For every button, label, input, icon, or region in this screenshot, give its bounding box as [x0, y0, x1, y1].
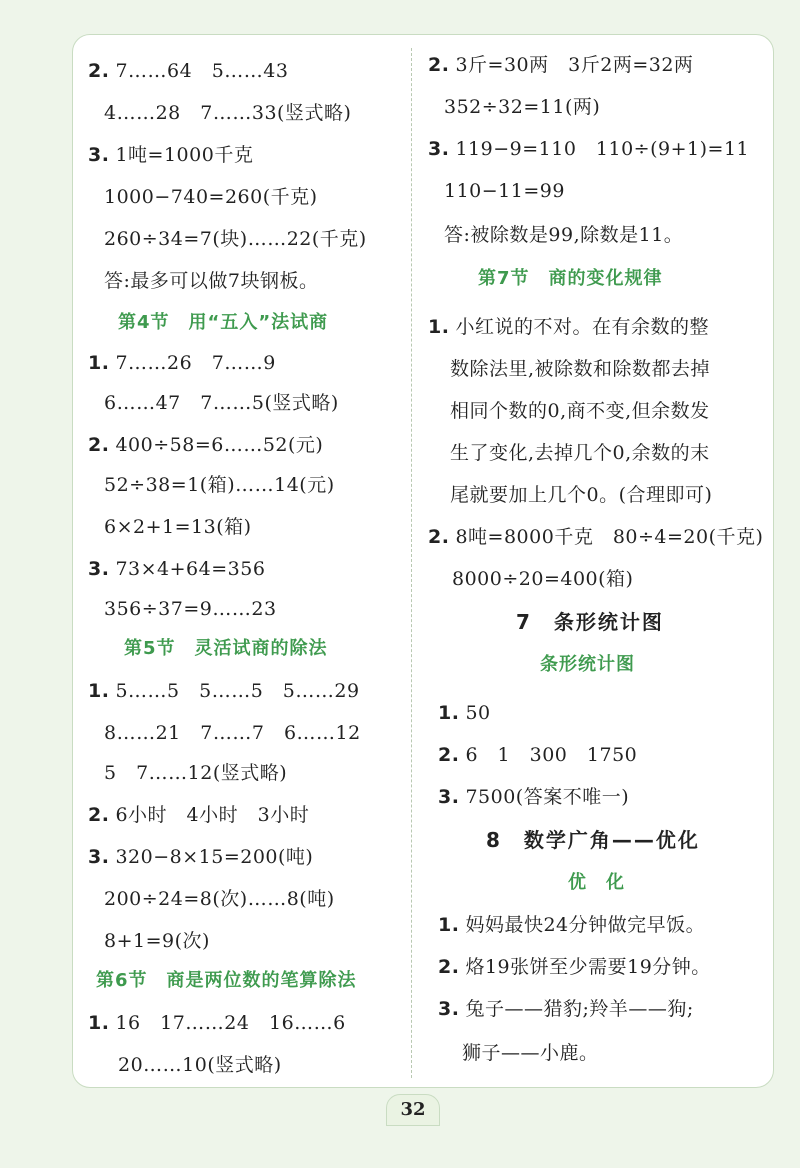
section-heading-4: 第4节 用“五入”法试商: [118, 312, 329, 333]
question-number: 3.: [88, 558, 110, 580]
answer-line: 8+1=9(次): [104, 930, 210, 952]
answer-line: 260÷34=7(块)……22(千克): [104, 228, 367, 250]
question-number: 2.: [428, 54, 450, 76]
question-number: 1.: [428, 316, 450, 338]
answer-line: 8000÷20=400(箱): [452, 568, 634, 590]
answer-text: 3斤=30两 3斤2两=32两: [455, 54, 694, 76]
answer-line: [88, 142, 253, 168]
question-number: 2.: [438, 956, 460, 978]
answer-line: 答:最多可以做7块钢板。: [104, 270, 319, 292]
answer-line: 4……28 7……33(竖式略): [104, 102, 352, 124]
answer-line: 狮子——小鹿。: [462, 1042, 599, 1064]
section-heading-5: 第5节 灵活试商的除法: [124, 638, 328, 659]
section-heading-7: 第7节 商的变化规律: [478, 268, 663, 289]
answer-line: 1000−740=260(千克): [104, 186, 318, 208]
answer-text: 7……64 5……43: [115, 60, 289, 82]
answer-line: 生了变化,去掉几个0,余数的末: [450, 442, 710, 464]
chapter-heading-7: 7 条形统计图: [516, 610, 664, 634]
answer-line: [438, 700, 491, 726]
answer-text: 6小时 4小时 3小时: [115, 804, 310, 826]
column-divider: [411, 48, 412, 1078]
answer-line: [428, 52, 693, 78]
section-heading-bar-chart: 条形统计图: [540, 654, 635, 675]
question-number: 1.: [88, 1012, 110, 1034]
answer-line: 356÷37=9……23: [104, 598, 277, 620]
answer-line: [88, 678, 360, 704]
answer-line: 6×2+1=13(箱): [104, 516, 252, 538]
question-number: 1.: [438, 914, 460, 936]
answer-text: 7500(答案不唯一): [465, 786, 630, 808]
answer-text: 兔子——猎豹;羚羊——狗;: [465, 998, 694, 1020]
answer-line: 200÷24=8(次)……8(吨): [104, 888, 335, 910]
answer-text: 7……26 7……9: [115, 352, 276, 374]
question-number: 1.: [88, 352, 110, 374]
question-number: 3.: [438, 786, 460, 808]
answer-text: 400÷58=6……52(元): [115, 434, 324, 456]
answer-line: 110−11=99: [444, 180, 565, 202]
answer-text: 妈妈最快24分钟做完早饭。: [465, 914, 706, 936]
answer-line: [88, 58, 288, 84]
answer-text: 73×4+64=356: [115, 558, 266, 580]
answer-text: 5……5 5……5 5……29: [115, 680, 360, 702]
answer-line: [428, 136, 749, 162]
question-number: 2.: [88, 804, 110, 826]
question-number: 2.: [438, 744, 460, 766]
answer-text: 1吨=1000千克: [115, 144, 254, 166]
answer-line: 52÷38=1(箱)……14(元): [104, 474, 335, 496]
answer-line: 尾就要加上几个0。(合理即可): [450, 484, 713, 506]
answer-text: 50: [465, 702, 491, 724]
answer-line: [88, 844, 313, 870]
answer-line: [438, 742, 637, 768]
answer-line: [88, 1010, 346, 1036]
question-number: 3.: [438, 998, 460, 1020]
answer-line: [88, 350, 276, 376]
question-number: 2.: [88, 434, 110, 456]
question-number: 1.: [88, 680, 110, 702]
answer-line: [438, 954, 711, 980]
answer-line: [438, 912, 705, 938]
answer-text: 烙19张饼至少需要19分钟。: [465, 956, 711, 978]
answer-text: 6 1 300 1750: [465, 744, 638, 766]
answer-line: 6……47 7……5(竖式略): [104, 392, 339, 414]
chapter-heading-8: 8 数学广角——优化: [486, 828, 700, 852]
answer-text: 小红说的不对。在有余数的整: [455, 316, 709, 338]
answer-line: 20……10(竖式略): [118, 1054, 282, 1076]
question-number: 2.: [88, 60, 110, 82]
answer-line: [88, 802, 309, 828]
answer-line: [428, 524, 763, 550]
answer-line: 数除法里,被除数和除数都去掉: [450, 358, 711, 380]
answer-line: [88, 432, 323, 458]
question-number: 3.: [428, 138, 450, 160]
question-number: 3.: [88, 846, 110, 868]
answer-line: 8……21 7……7 6……12: [104, 722, 361, 744]
page-number: 32: [386, 1094, 440, 1126]
question-number: 3.: [88, 144, 110, 166]
answer-text: 320−8×15=200(吨): [115, 846, 314, 868]
answer-line: 相同个数的0,商不变,但余数发: [450, 400, 710, 422]
section-heading-6: 第6节 商是两位数的笔算除法: [96, 970, 357, 991]
answer-line: [88, 556, 265, 582]
answer-line: [438, 784, 629, 810]
question-number: 2.: [428, 526, 450, 548]
answer-line: 352÷32=11(两): [444, 96, 601, 118]
answer-line: 5 7……12(竖式略): [104, 762, 288, 784]
question-number: 1.: [438, 702, 460, 724]
answer-line: [438, 996, 694, 1022]
answer-line: [428, 314, 709, 340]
answer-text: 8吨=8000千克 80÷4=20(千克): [455, 526, 764, 548]
answer-text: 16 17……24 16……6: [115, 1012, 346, 1034]
answer-line: 答:被除数是99,除数是11。: [444, 224, 684, 246]
answer-text: 119−9=110 110÷(9+1)=11: [455, 138, 750, 160]
section-heading-optimization: 优 化: [568, 872, 625, 893]
